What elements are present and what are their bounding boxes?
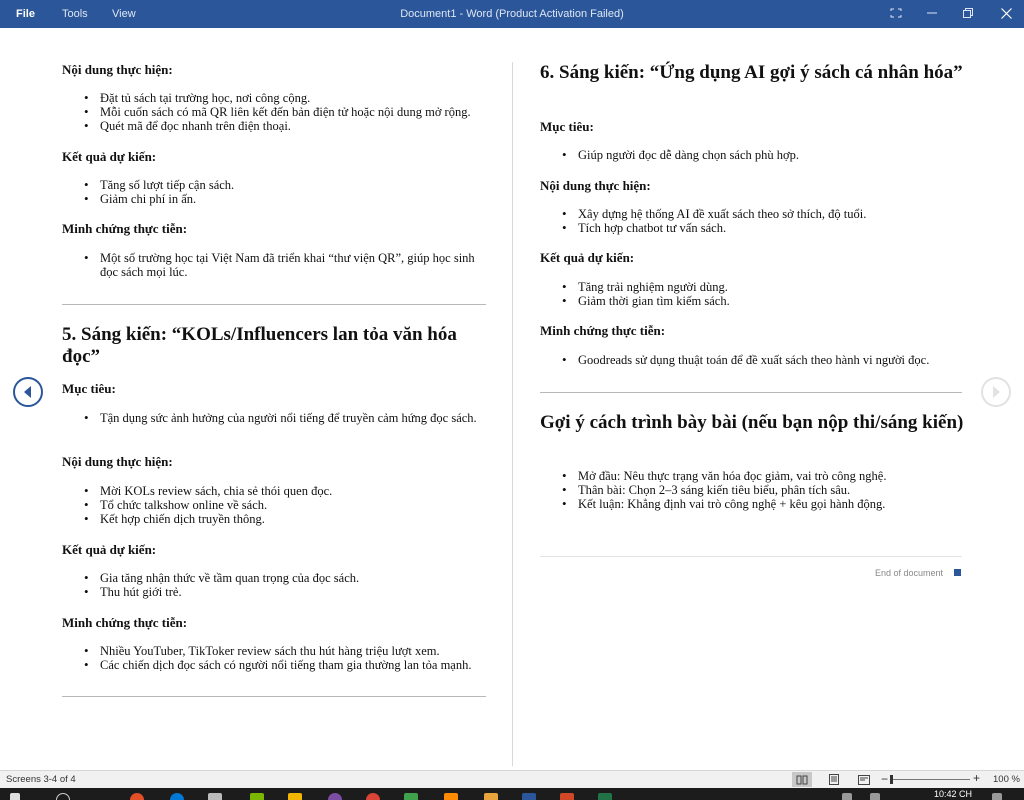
bullet-list	[540, 148, 964, 162]
fullscreen-button[interactable]	[878, 0, 914, 26]
page-count-status: Screens 3-4 of 4	[6, 774, 76, 785]
browser-icon[interactable]	[130, 793, 144, 800]
list-item: • Các chiến dịch đọc sách có người nổi tiếng tham gia thường lan tỏa mạnh.	[62, 658, 486, 672]
section-label: Kết quả dự kiến:	[62, 542, 157, 557]
fullscreen-icon	[890, 8, 902, 18]
list-item: • Quét mã để đọc nhanh trên điện thoại.	[62, 119, 486, 133]
list-item: • Mở đầu: Nêu thực trạng văn hóa đọc giảm, vai trò công nghệ.	[540, 469, 964, 483]
powerpoint-icon[interactable]	[560, 793, 574, 800]
restore-button[interactable]	[950, 0, 986, 26]
store-icon[interactable]	[208, 793, 222, 800]
list-item: • Kết luận: Khẳng định vai trò công nghệ + kêu gọi hành động.	[540, 497, 964, 511]
section-heading: 5. Sáng kiến: “KOLs/Influencers lan tỏa văn hóa đọc”	[62, 324, 457, 367]
zoom-slider[interactable]	[890, 779, 970, 780]
list-item: • Kết hợp chiến dịch truyền thông.	[62, 512, 486, 526]
taskbar	[0, 788, 1024, 800]
menu-tools[interactable]: Tools	[62, 8, 88, 20]
list-item: • Xây dựng hệ thống AI đề xuất sách theo sở thích, độ tuổi.	[540, 207, 964, 221]
print-layout-button[interactable]	[824, 772, 844, 787]
section-label: Minh chứng thực tiễn:	[540, 323, 666, 338]
list-item: • Thu hút giới trẻ.	[62, 585, 486, 599]
section-heading: Gợi ý cách trình bày bài (nếu bạn nộp thi/sáng kiến)	[540, 412, 964, 433]
list-item: • Tích hợp chatbot tư vấn sách.	[540, 221, 964, 235]
previous-page-button[interactable]	[13, 377, 43, 407]
list-item: • Mời KOLs review sách, chia sẻ thói quen đọc.	[62, 484, 486, 498]
section-label: Nội dung thực hiện:	[540, 178, 651, 193]
chevron-left-icon	[23, 386, 33, 398]
zoom-out-button[interactable]: −	[881, 772, 889, 786]
search-icon[interactable]	[56, 793, 70, 800]
horizontal-rule	[62, 696, 486, 697]
bullet-list	[540, 280, 964, 308]
bullet-list	[540, 469, 964, 511]
section-label: Kết quả dự kiến:	[62, 149, 157, 164]
window-title: Document1 - Word (Product Activation Failed)	[400, 8, 624, 20]
list-item: • Nhiều YouTuber, TikToker review sách thu hút hàng triệu lượt xem.	[62, 644, 486, 658]
app-icon[interactable]	[328, 793, 342, 800]
bullet-list	[62, 91, 486, 133]
word-icon[interactable]	[522, 793, 536, 800]
list-item: • Thân bài: Chọn 2–3 sáng kiến tiêu biểu, phân tích sâu.	[540, 483, 964, 497]
app-icon[interactable]	[484, 793, 498, 800]
next-page-button[interactable]	[981, 377, 1011, 407]
chrome-icon[interactable]	[366, 793, 380, 800]
edge-icon[interactable]	[170, 793, 184, 800]
horizontal-rule	[540, 556, 962, 557]
list-item: • Mỗi cuốn sách có mã QR liên kết đến bản điện tử hoặc nội dung mở rộng.	[62, 105, 486, 119]
section-label: Kết quả dự kiến:	[540, 250, 635, 265]
section-label: Minh chứng thực tiễn:	[62, 221, 188, 236]
list-item: • Tăng số lượt tiếp cận sách.	[62, 178, 486, 192]
list-item: • Giảm chi phí in ấn.	[62, 192, 486, 206]
windows-start-icon[interactable]	[10, 793, 20, 800]
list-item: • Giảm thời gian tìm kiếm sách.	[540, 294, 964, 308]
app-icon[interactable]	[444, 793, 458, 800]
excel-icon[interactable]	[598, 793, 612, 800]
bullet-list	[540, 207, 964, 235]
restore-icon	[963, 8, 973, 18]
list-item: • Giúp người đọc dễ dàng chọn sách phù hợp.	[540, 148, 964, 162]
folder-icon[interactable]	[288, 793, 302, 800]
list-item: • Tận dụng sức ảnh hưởng của người nổi tiếng để truyền cảm hứng đọc sách.	[62, 411, 486, 425]
network-icon[interactable]	[842, 793, 852, 800]
taskbar-clock[interactable]: 10:42 CH	[934, 789, 973, 799]
bullet-list	[62, 571, 486, 599]
web-layout-icon	[858, 775, 870, 785]
list-item: • Gia tăng nhận thức về tầm quan trọng của đọc sách.	[62, 571, 486, 585]
menu-view[interactable]: View	[112, 8, 136, 20]
zoom-level[interactable]: 100 %	[993, 774, 1020, 785]
chevron-right-icon	[991, 386, 1001, 398]
close-icon	[1001, 8, 1012, 19]
list-item: • Goodreads sử dụng thuật toán để đề xuất sách theo hành vi người đọc.	[540, 353, 964, 367]
app-icon[interactable]	[404, 793, 418, 800]
minimize-icon	[927, 8, 937, 18]
bullet-list	[62, 644, 486, 672]
bullet-list	[540, 353, 964, 367]
close-button[interactable]	[988, 0, 1024, 26]
page-divider	[512, 62, 513, 766]
horizontal-rule	[540, 392, 962, 393]
bullet-list	[62, 251, 486, 279]
end-of-document-marker	[954, 569, 961, 576]
notifications-icon[interactable]	[992, 793, 1002, 800]
section-label: Mục tiêu:	[62, 381, 116, 396]
bullet-list	[62, 411, 486, 425]
document-area[interactable]	[0, 28, 1024, 770]
title-bar	[0, 0, 1024, 28]
zoom-in-button[interactable]: +	[973, 771, 981, 785]
web-layout-button[interactable]	[854, 772, 874, 787]
bullet-list	[62, 484, 486, 526]
section-label: Minh chứng thực tiễn:	[62, 615, 188, 630]
menu-file[interactable]: File	[16, 8, 35, 20]
list-item: • Tổ chức talkshow online về sách.	[62, 498, 486, 512]
read-mode-icon	[796, 775, 808, 785]
list-item: • Đặt tủ sách tại trường học, nơi công cộng.	[62, 91, 486, 105]
section-heading: 6. Sáng kiến: “Ứng dụng AI gợi ý sách cá nhân hóa”	[540, 62, 963, 83]
bullet-list	[62, 178, 486, 206]
zoom-slider-thumb[interactable]	[890, 775, 893, 784]
end-of-document-label: End of document	[875, 568, 944, 578]
status-bar	[0, 770, 1024, 788]
horizontal-rule	[62, 304, 486, 305]
list-item: • Tăng trải nghiệm người dùng.	[540, 280, 964, 294]
app-icon[interactable]	[250, 793, 264, 800]
section-label: Nội dung thực hiện:	[62, 62, 173, 77]
volume-icon[interactable]	[870, 793, 880, 800]
section-label: Mục tiêu:	[540, 119, 594, 134]
print-layout-icon	[829, 774, 839, 785]
section-label: Nội dung thực hiện:	[62, 454, 173, 469]
read-mode-button[interactable]	[792, 772, 812, 787]
minimize-button[interactable]	[914, 0, 950, 26]
list-item: • Một số trường học tại Việt Nam đã triển khai “thư viện QR”, giúp học sinh đọc sách mọi lúc.	[62, 251, 486, 279]
